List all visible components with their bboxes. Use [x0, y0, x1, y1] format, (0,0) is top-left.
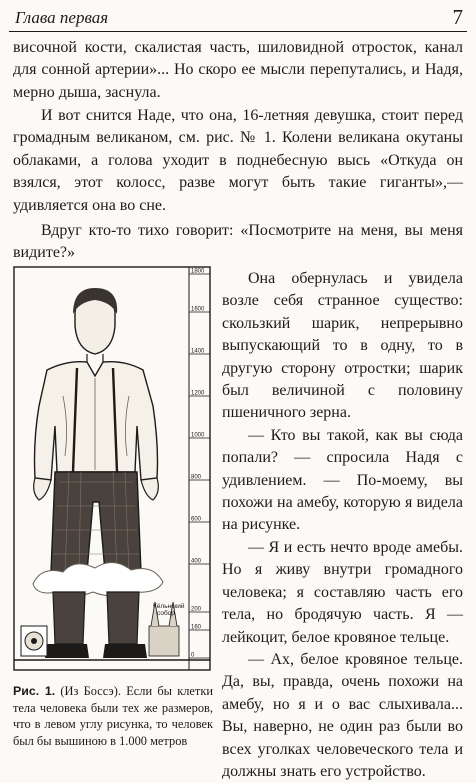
- giant-trousers: [51, 472, 141, 572]
- scale-tick-label: 200: [191, 606, 202, 613]
- giant-lower-leg-right: [107, 592, 139, 644]
- scale-tick-label: 600: [191, 516, 202, 523]
- paragraph-1: височной кости, скалистая часть, шиловидной отросток, канал для сонной артерии»... Но скоро ее мысли перепутались, и Надя, мерно дыша, заснула.: [13, 39, 463, 101]
- scale-tick-label: 0: [191, 652, 195, 659]
- giant-lower-leg-left: [53, 592, 85, 644]
- svg-text:Кёльнский собор: [153, 602, 186, 617]
- running-header: [9, 4, 467, 32]
- paragraph-3: Вдруг кто-то тихо говорит: «Посмотрите на меня, вы меня видите?»: [13, 222, 463, 262]
- scale-tick-label: 1000: [191, 432, 205, 439]
- column-paragraph-3: — Я и есть нечто вроде амебы. Но я живу внутри громадного человека; я составляю часть его тела, но бродячую часть. Я — лейкоцит, белое кровяное тельце.: [222, 538, 463, 646]
- column-paragraph-1: Она обернулась и увидела возле себя странное существо: скользкий шарик, непрерывно выпускающий то в одну, то в другую сторону отростки; шарик был величиной с половину пшеничного зерна.: [222, 270, 463, 422]
- chapter-title: Глава первая: [15, 8, 109, 27]
- building-label-line-2: собор: [157, 610, 175, 617]
- page-number: 7: [452, 5, 463, 29]
- giant-shirt: [35, 362, 158, 480]
- building-label-line-1: Кёльнский: [153, 603, 185, 610]
- scale-tick-label: 1600: [191, 306, 205, 313]
- giant-drawing: [13, 266, 211, 671]
- height-scale: [189, 269, 210, 659]
- scale-tick-label: 1200: [191, 390, 205, 397]
- right-column: [222, 268, 463, 783]
- giant-shoe-right: [103, 644, 147, 658]
- giant-shoe-left: [45, 644, 89, 658]
- scale-tick-label: 1400: [191, 348, 205, 355]
- paragraph-2: И вот снится Наде, что она, 16-летняя девушка, стоит перед громадным великаном, см. рис. № 1. Колени великана окутаны облаками, а голова уходит в поднебесную высь «Откуда он взялся, этот колосс, разве могут быть такие гиганты»,— удивляется она во сне.: [13, 107, 463, 214]
- scale-tick-label: 400: [191, 558, 202, 565]
- scale-tick-label: 160: [191, 624, 202, 631]
- giant-figure-illustration: [13, 266, 211, 671]
- caption-text: (Из Боссэ). Если бы клетки тела человека были тех же размеров, что в левом углу рисунка, то человек был бы вышиною в 1.000 метров: [13, 684, 213, 748]
- caption-label: Рис. 1.: [13, 684, 56, 698]
- scale-tick-label: 800: [191, 474, 202, 481]
- scale-tick-label: 1800: [191, 268, 205, 275]
- figure-caption: [13, 683, 213, 749]
- giant-right-hand: [141, 478, 158, 500]
- giant-left-hand: [34, 478, 51, 500]
- column-paragraph-2: — Кто вы такой, как вы сюда попали? — спросила Надя с удивлением. — По-моему, вы похожи на амебу, которую я видела на рисунке.: [222, 426, 463, 534]
- column-paragraph-4: — Ах, белое кровяное тельце. Да, вы, правда, очень похожи на амебу, но я и о вас слыхивала... Вы, наверно, не один раз были во всех уголках человеческого тела и должны знать его устройство.: [222, 650, 463, 780]
